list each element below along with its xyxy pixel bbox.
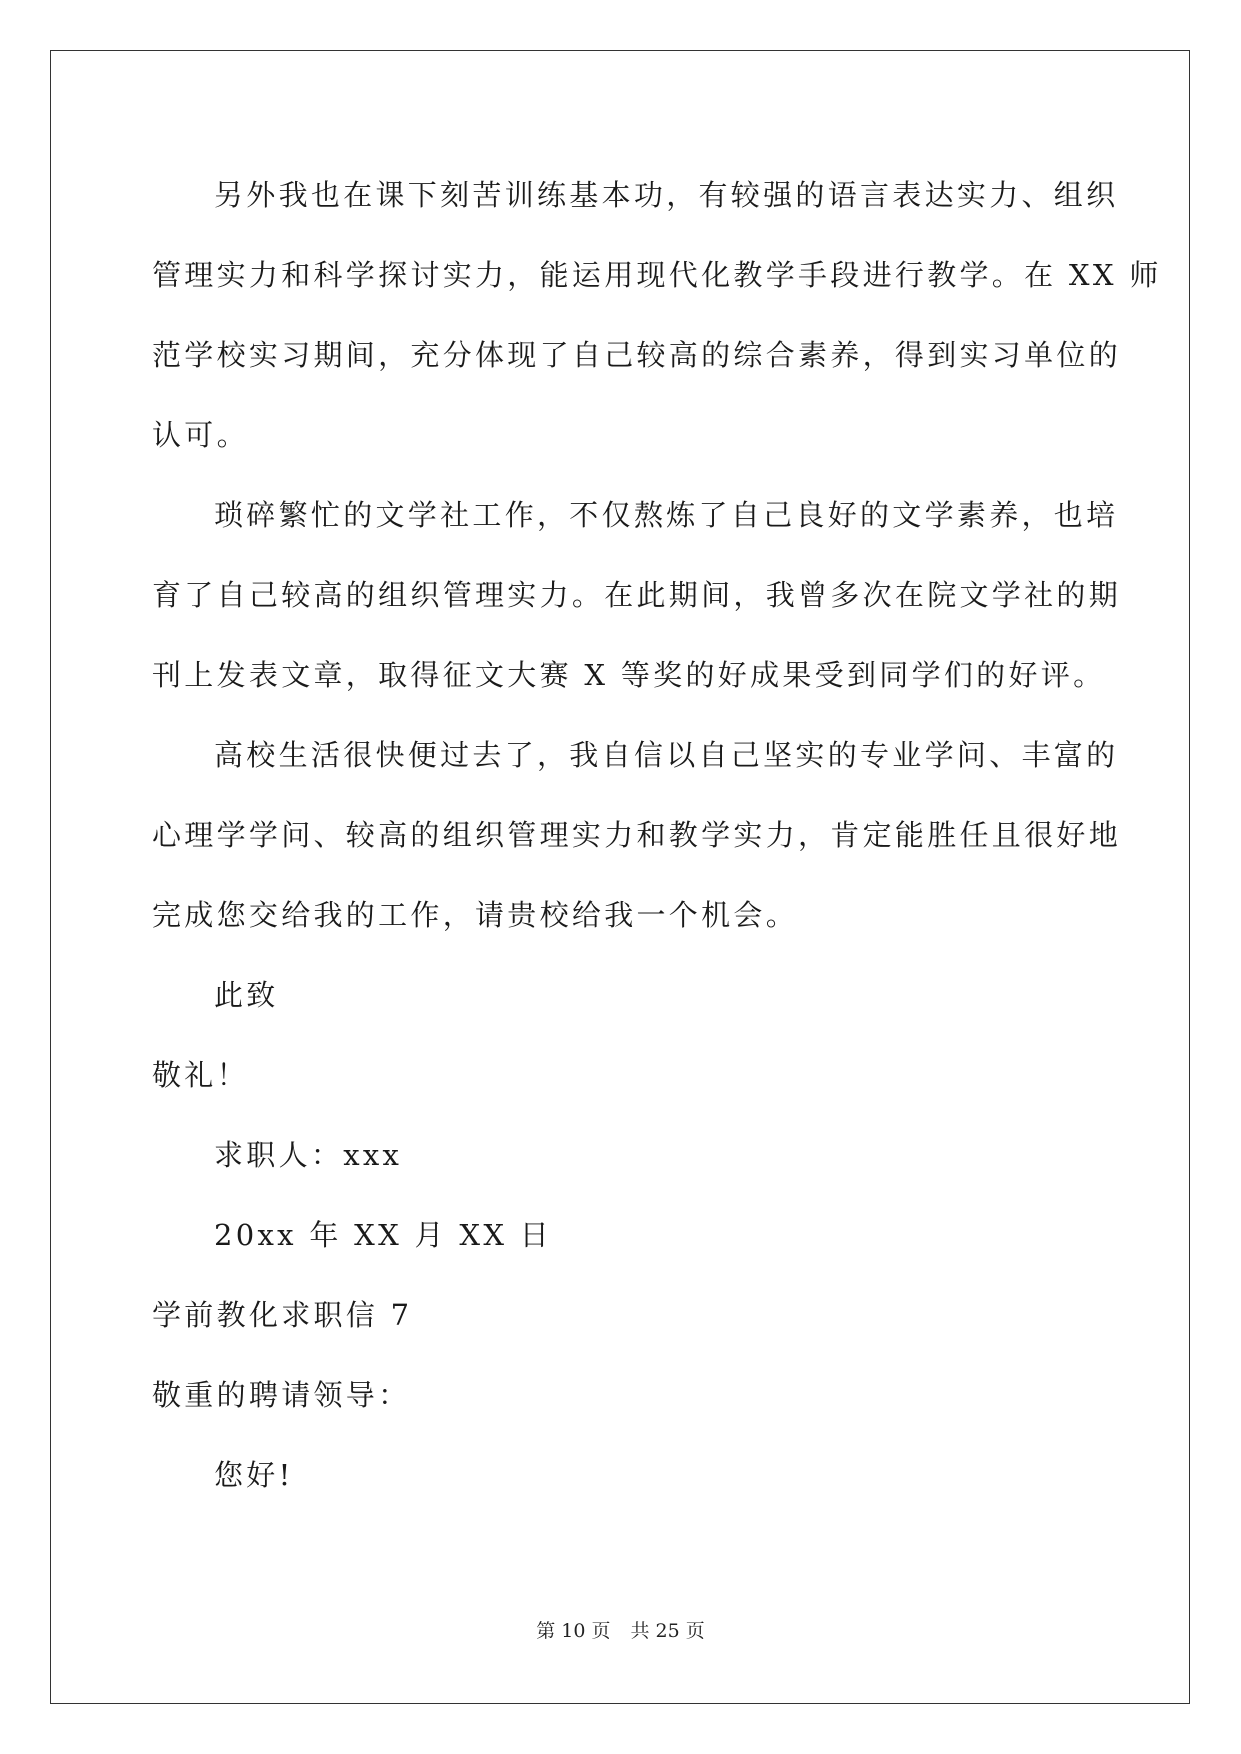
paragraph-line: 高校生活很快便过去了，我自信以自己坚实的专业学问、丰富的 [214,738,1119,772]
paragraph-line: 范学校实习期间，充分体现了自己较高的综合素养，得到实习单位的 [152,338,1122,372]
letter-greeting-recipient: 敬重的聘请领导： [152,1378,411,1412]
paragraph-line: 另外我也在课下刻苦训练基本功，有较强的语言表达实力、组织 [214,178,1119,212]
page-total: 共 25 页 [630,1620,705,1642]
applicant-signature: 求职人：xxx [214,1138,403,1172]
paragraph-line: 心理学学问、较高的组织管理实力和教学实力，肯定能胜任且很好地 [152,818,1122,852]
paragraph-line: 完成您交给我的工作，请贵校给我一个机会。 [152,898,799,932]
paragraph-line: 管理实力和科学探讨实力，能运用现代化教学手段进行教学。在 XX 师 [152,258,1162,292]
closing-respect: 敬礼！ [152,1058,249,1092]
document-body [152,155,1162,1515]
letter-greeting: 您好! [214,1458,294,1492]
page-number: 第 10 页 [536,1620,611,1642]
paragraph-line: 刊上发表文章，取得征文大赛 X 等奖的好成果受到同学们的好评。 [152,658,1106,692]
paragraph-line: 育了自己较高的组织管理实力。在此期间，我曾多次在院文学社的期 [152,578,1122,612]
letter-date: 20xx 年 XX 月 XX 日 [214,1218,553,1252]
paragraph-line: 琐碎繁忙的文学社工作，不仅熬炼了自己良好的文学素养，也培 [214,498,1119,532]
closing-salutation: 此致 [214,978,279,1012]
paragraph-line: 认可。 [152,418,249,452]
section-heading: 学前教化求职信 7 [152,1298,413,1332]
page-footer [0,1616,1241,1643]
